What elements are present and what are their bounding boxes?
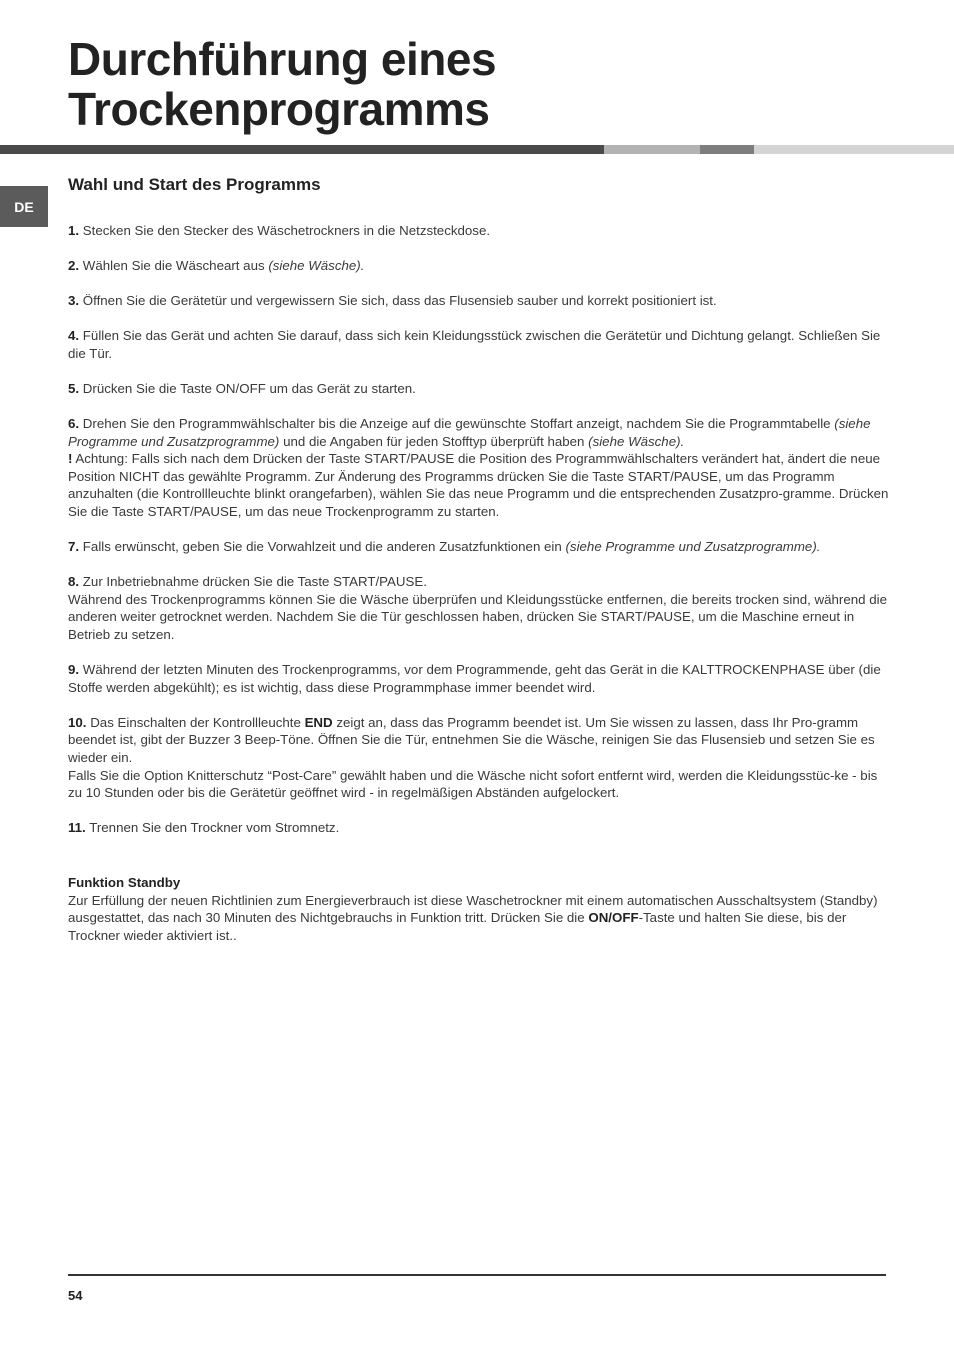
warning-icon: ! (68, 451, 73, 467)
step-9 (68, 661, 890, 696)
step-text: Öffnen Sie die Gerätetür und vergewissern Sie sich, dass das Flusensieb sauber und korrekt positioniert ist. (82, 293, 717, 309)
step-10 (68, 714, 890, 802)
step-number: 2. (68, 258, 80, 274)
step-number: 6. (68, 416, 80, 432)
step-number: 11. (68, 820, 86, 836)
page-title (68, 34, 928, 134)
end-indicator-label: END (304, 714, 333, 730)
step-number: 10. (68, 714, 87, 730)
step-text: und die Angaben für jeden Stofftyp überprüft haben (283, 433, 585, 449)
step-2 (68, 257, 890, 275)
step-text: Wählen Sie die Wäscheart aus (82, 258, 265, 274)
step-4 (68, 327, 890, 362)
step-text: Stecken Sie den Stecker des Wäschetrockners in die Netzsteckdose. (82, 223, 491, 238)
standby-heading: Funktion Standby (68, 875, 181, 890)
step-number: 1. (68, 223, 80, 238)
step-text-continued: Während des Trockenprogramms können Sie die Wäsche überprüfen und Kleidungsstücke entfernen, die bereits trocken sind, während die anderen weiter getrocknet werden. Nachdem Sie die Tür geschlossen haben, drücken Sie START/PAUSE, um die Maschine erneut in Betrieb zu setzen. (68, 591, 887, 642)
warning-text: Achtung: Falls sich nach dem Drücken der Taste START/PAUSE die Position des Programmwählschalters verändert hat, ändert die neue Position NICHT das gewählte Programm. Zur Änderung des Programms drücken Sie die Taste START/PAUSE, um das Programm anzuhalten (die Kontrollleuchte blinkt orangefarben), wählen Sie das neue Programm und die entsprechenden Zusatzpro-gramme. Drücken Sie die Taste START/PAUSE, um das neue Trockenprogramm zu starten. (68, 451, 889, 520)
standby-section (68, 874, 890, 944)
page-title-line-2: Trockenprogramms (68, 83, 490, 135)
steps-list (68, 222, 890, 854)
header-bar-mid (700, 145, 754, 154)
step-text: Das Einschalten der Kontrollleuchte (90, 714, 301, 730)
step-11 (68, 819, 890, 837)
step-text: zeigt an, dass das Programm beendet ist. Um Sie wissen zu lassen, dass Ihr Pro-gramm beendet ist, gibt der Buzzer 3 Beep-Töne. Öffnen Sie die Tür, entnehmen Sie die Wäsche, reinigen Sie das Flusensieb und setzen Sie es wieder ein. (68, 714, 875, 765)
step-number: 3. (68, 293, 80, 309)
page-title-line-1: Durchführung eines (68, 33, 497, 85)
on-off-label: ON/OFF (588, 910, 639, 926)
header-bar-pale (754, 145, 954, 154)
section-heading: Wahl und Start des Programms (68, 175, 321, 194)
step-6 (68, 415, 890, 521)
step-1 (68, 222, 890, 240)
step-text: Trennen Sie den Trockner vom Stromnetz. (89, 820, 340, 836)
step-text: Falls erwünscht, geben Sie die Vorwahlzeit und die anderen Zusatzfunktionen ein (82, 539, 562, 555)
step-text: Drehen Sie den Programmwählschalter bis die Anzeige auf die gewünschte Stoffart anzeigt, nachdem Sie die Programmtabelle (82, 416, 831, 432)
step-7 (68, 538, 890, 556)
step-3 (68, 292, 890, 310)
step-text-continued: Falls Sie die Option Knitterschutz “Post-Care” gewählt haben und die Wäsche nicht sofort entfernt wird, werden die Kleidungsstüc-ke - bis zu 10 Stunden oder bis die Gerätetür geöffnet wird - in regelmäßigen Abständen aufgelockert. (68, 767, 878, 801)
step-text: Drücken Sie die Taste ON/OFF um das Gerät zu starten. (82, 380, 416, 396)
step-number: 4. (68, 328, 80, 344)
language-tab: DE (0, 186, 48, 227)
step-text: Füllen Sie das Gerät und achten Sie darauf, dass sich kein Kleidungsstück zwischen die Gerätetür und Dichtung gelangt. Schließen Sie die Tür. (68, 328, 881, 361)
step-text: Während der letzten Minuten des Trockenprogramms, vor dem Programmende, geht das Gerät in die KALTTROCKENPHASE über (die Stoffe werden abgekühlt); es ist wichtig, dass diese Programmphase immer beendet wird. (68, 662, 881, 695)
footer-rule (68, 1274, 886, 1276)
step-number: 5. (68, 380, 80, 396)
standby-text-part-1: Zur Erfüllung der neuen Richtlinien zum Energieverbrauch ist diese Waschetrockner mit einem automatischen Ausschaltsystem (Standby) ausgestattet, das nach 30 Minuten des Nichtgebrauchs in Funktion tritt. Drücken Sie die (68, 892, 878, 926)
step-text: Zur Inbetriebnahme drücken Sie die Taste START/PAUSE. (82, 574, 427, 590)
header-bar-light (604, 145, 700, 154)
step-reference: (siehe Programme und Zusatzprogramme) (68, 416, 871, 449)
header-bar-dark (0, 145, 604, 154)
step-8 (68, 573, 890, 643)
step-number: 8. (68, 574, 80, 590)
standby-text (68, 892, 890, 945)
page-number: 54 (68, 1288, 83, 1303)
step-reference: (siehe Programme und Zusatzprogramme). (565, 539, 821, 555)
step-5 (68, 380, 890, 398)
step-number: 7. (68, 539, 80, 555)
step-number: 9. (68, 662, 80, 678)
step-reference: (siehe Wäsche). (588, 433, 685, 449)
standby-text-part-2: -Taste und halten Sie diese, bis der Trockner wieder aktiviert ist.. (68, 910, 847, 943)
step-reference: (siehe Wäsche). (268, 258, 365, 274)
